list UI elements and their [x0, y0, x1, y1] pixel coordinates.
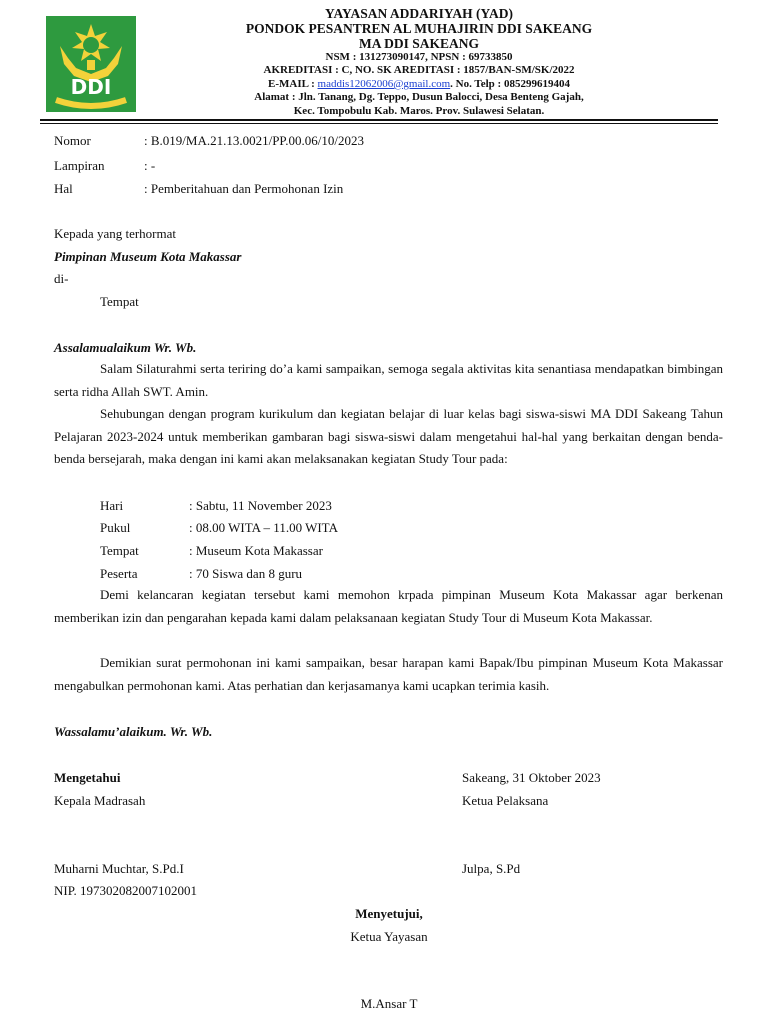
right-signature-name: Julpa, S.Pd	[462, 861, 521, 876]
lampiran-value: : -	[144, 158, 156, 173]
nomor-label: Nomor	[54, 133, 91, 148]
recipient-name: Pimpinan Museum Kota Makassar	[54, 249, 242, 264]
detail-label: Peserta	[100, 566, 138, 581]
letterhead	[140, 6, 698, 118]
left-signature-nip: NIP. 197302082007102001	[54, 883, 198, 898]
left-signature-title: Mengetahui	[54, 770, 121, 785]
phone: . No. Telp : 085299619404	[450, 77, 570, 90]
letter-date: Sakeang, 31 Oktober 2023	[462, 770, 601, 785]
header-divider-thin	[40, 123, 718, 124]
center-signature-title: Menyetujui,	[355, 906, 423, 921]
hal-label: Hal	[54, 181, 73, 196]
detail-value: : Sabtu, 11 November 2023	[189, 498, 332, 513]
recipient-greeting: Kepada yang terhormat	[54, 226, 177, 241]
right-signature-role: Ketua Pelaksana	[462, 793, 549, 808]
nomor-value: : B.019/MA.21.13.0021/PP.00.06/10/2023	[144, 133, 364, 148]
nsm-npsn: NSM : 131273090147, NPSN : 69733850	[325, 51, 513, 63]
foundation-name: YAYASAN ADDARIYAH (YAD)	[324, 6, 514, 21]
detail-label: Hari	[100, 498, 124, 513]
detail-value: : Museum Kota Makassar	[189, 543, 323, 558]
detail-value: : 08.00 WITA – 11.00 WITA	[189, 520, 338, 535]
hal-value: : Pemberitahuan dan Permohonan Izin	[144, 181, 344, 196]
logo-text: DDI	[70, 75, 112, 99]
contact-line	[140, 78, 698, 91]
paragraph-3: Demi kelancaran kegiatan tersebut kami memohon krpada pimpinan Museum Kota Makassar agar berkenan memberikan izin dan pengarahan kepada kami dalam pelaksanaan kegiatan Study Tour di Museum Kota Makassar.	[54, 587, 723, 625]
paragraph-2: Sehubungan dengan program kurikulum dan kegiatan belajar di luar kelas bagi siswa-siswi MA DDI Sakeang Tahun Pelajaran 2023-2024 untuk memberikan gambaran bagi siswa-siswi dalam mengetahui hal-hal yang berkaitan dengan benda-benda bersejarah, maka dengan ini kami akan melaksanakan kegiatan Study Tour pada:	[54, 406, 723, 467]
left-signature-role: Kepala Madrasah	[54, 793, 146, 808]
header-divider-thick	[40, 119, 718, 121]
left-signature-name: Muharni Muchtar, S.Pd.I	[54, 861, 184, 876]
email-link[interactable]: maddis12062006@gmail.com	[317, 77, 451, 90]
email-label: E-MAIL :	[268, 77, 318, 90]
paragraph-4: Demikian surat permohonan ini kami sampaikan, besar harapan kami Bapak/Ibu pimpinan Museum Kota Makassar mengabulkan permohonan kami. Atas perhatian dan kerjasamanya kami ucapkan terimia kasih.	[54, 655, 723, 693]
detail-value: : 70 Siswa dan 8 guru	[189, 566, 303, 581]
lampiran-label: Lampiran	[54, 158, 105, 173]
address-line-2: Kec. Tompobulu Kab. Maros. Prov. Sulawesi Selatan.	[293, 104, 545, 117]
detail-label: Pukul	[100, 520, 131, 535]
recipient-place: Tempat	[100, 294, 139, 309]
center-signature-name: M.Ansar T	[360, 996, 418, 1011]
opening-salam: Assalamualaikum Wr. Wb.	[54, 340, 197, 355]
school-name: PONDOK PESANTREN AL MUHAJIRIN DDI SAKEANG	[245, 21, 593, 36]
center-signature-role: Ketua Yayasan	[350, 929, 428, 944]
paragraph-1: Salam Silaturahmi serta teriring do’a kami sampaikan, semoga segala aktivitas kita senantiasa mendapatkan bimbingan serta ridha Allah SWT. Amin.	[54, 361, 723, 399]
recipient-di: di-	[54, 271, 69, 286]
closing-salam: Wassalamu’alaikum. Wr. Wb.	[54, 724, 213, 739]
logo-emblem-icon	[46, 16, 136, 112]
accreditation: AKREDITASI : C, NO. SK AREDITASI : 1857/BAN-SM/SK/2022	[263, 64, 575, 77]
school-logo	[46, 16, 136, 112]
address-line-1: Alamat : Jln. Tanang, Dg. Teppo, Dusun Balocci, Desa Benteng Gajah,	[254, 91, 584, 104]
detail-label: Tempat	[100, 543, 139, 558]
madrasah-name: MA DDI SAKEANG	[358, 36, 479, 51]
